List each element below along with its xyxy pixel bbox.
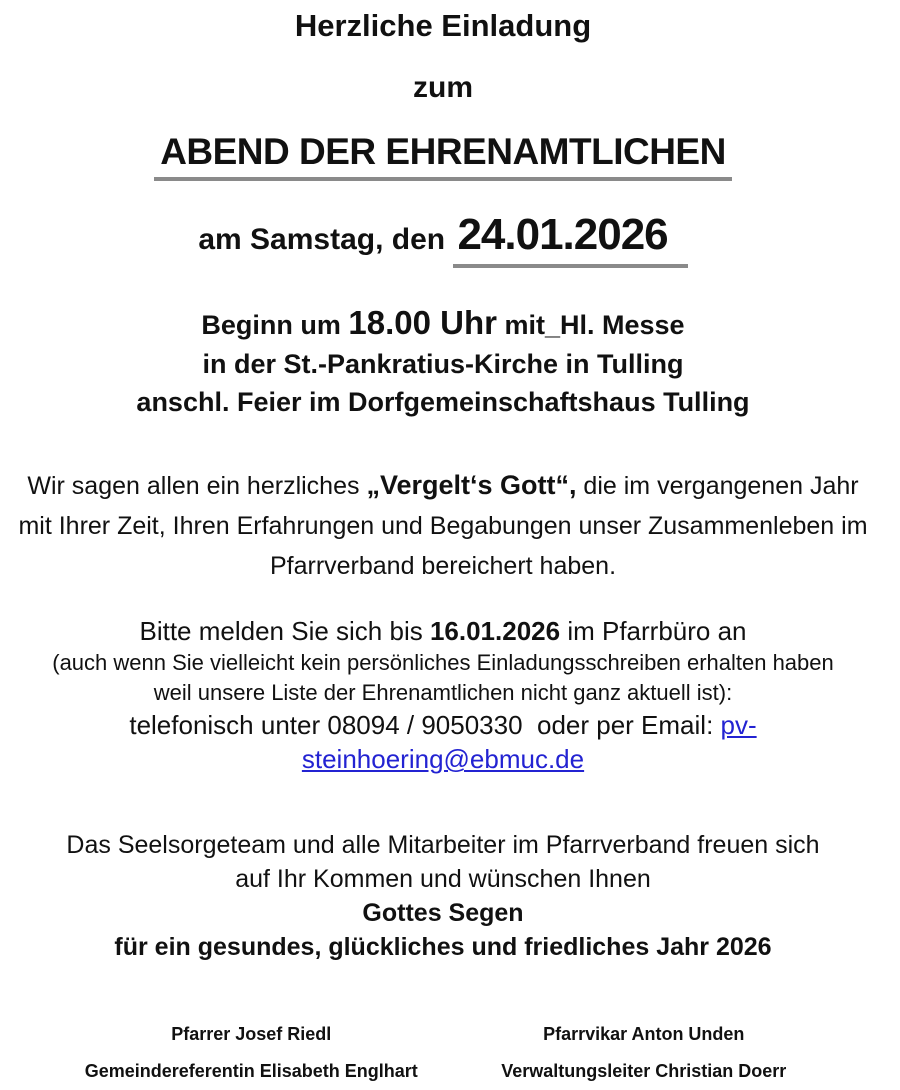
register-phone-text: telefonisch unter 08094 / 9050330 oder per Email: [129,710,721,740]
closing-blessing: Gottes Segen [362,899,524,927]
heading-line-3 [10,130,876,181]
heading-line-1: Herzliche Einladung [294,8,592,43]
thanks-highlight: „Vergelt‘s Gott“, [366,470,577,500]
event-begin-prefix: Beginn um [201,310,349,340]
heading-underlined-text: ABEND DER EHRENAMTLICHEN [154,130,732,181]
register-note-2: weil unsere Liste der Ehrenamtlichen nicht ganz aktuell ist): [153,680,733,705]
register-line [10,614,876,648]
thanks-paragraph [10,465,876,586]
email-link-part2[interactable]: steinhoering@ebmuc.de [301,744,585,774]
event-date: 24.01.2026 [453,207,687,268]
register-email-line [10,742,876,776]
date-line [10,207,876,273]
thanks-part1: Wir sagen allen ein herzliches [27,472,367,500]
register-deadline: 16.01.2026 [429,616,561,646]
register-phone-line [10,708,876,742]
closing-line-2: auf Ihr Kommen und wünschen Ihnen [235,865,651,893]
event-begin-suffix: mit_Hl. Messe [497,310,685,340]
signature-pfarrvikar: Pfarrvikar Anton Unden [543,1024,745,1044]
email-link-part1[interactable]: pv- [720,710,757,740]
signature-verwaltungsleiter: Verwaltungsleiter Christian Doerr [501,1061,787,1081]
thanks-part2: die im vergangenen Jahr mit Ihrer Zeit, Ihren Erfahrungen und Begabungen unser Zusammenleben im Pfarrverband bereichert haben. [18,472,875,580]
signature-column-right [448,1016,877,1090]
closing-wish: für ein gesundes, glückliches und friedliches Jahr 2026 [114,933,772,961]
event-begin-time: 18.00 Uhr [348,304,497,341]
signature-pfarrer: Pfarrer Josef Riedl [171,1024,332,1044]
register-note-1: (auch wenn Sie vielleicht kein persönliches Einladungsschreiben erhalten haben [52,650,834,675]
signature-gemeindereferentin: Gemeindereferentin Elisabeth Englhart [84,1061,418,1081]
date-prefix: am Samstag, den [198,223,454,256]
signature-column-left [10,1016,448,1090]
event-begin-line [10,303,876,345]
event-location-church: in der St.-Pankratius-Kirche in Tulling [202,349,684,379]
register-part2: im Pfarrbüro an [560,616,747,646]
closing-line-1: Das Seelsorgeteam und alle Mitarbeiter im Pfarrverband freuen sich [66,831,820,859]
heading-line-2: zum [413,71,473,104]
register-part1: Bitte melden Sie sich bis [139,616,430,646]
signature-block [10,1016,876,1090]
event-location-party: anschl. Feier im Dorfgemeinschaftshaus Tulling [136,387,750,417]
